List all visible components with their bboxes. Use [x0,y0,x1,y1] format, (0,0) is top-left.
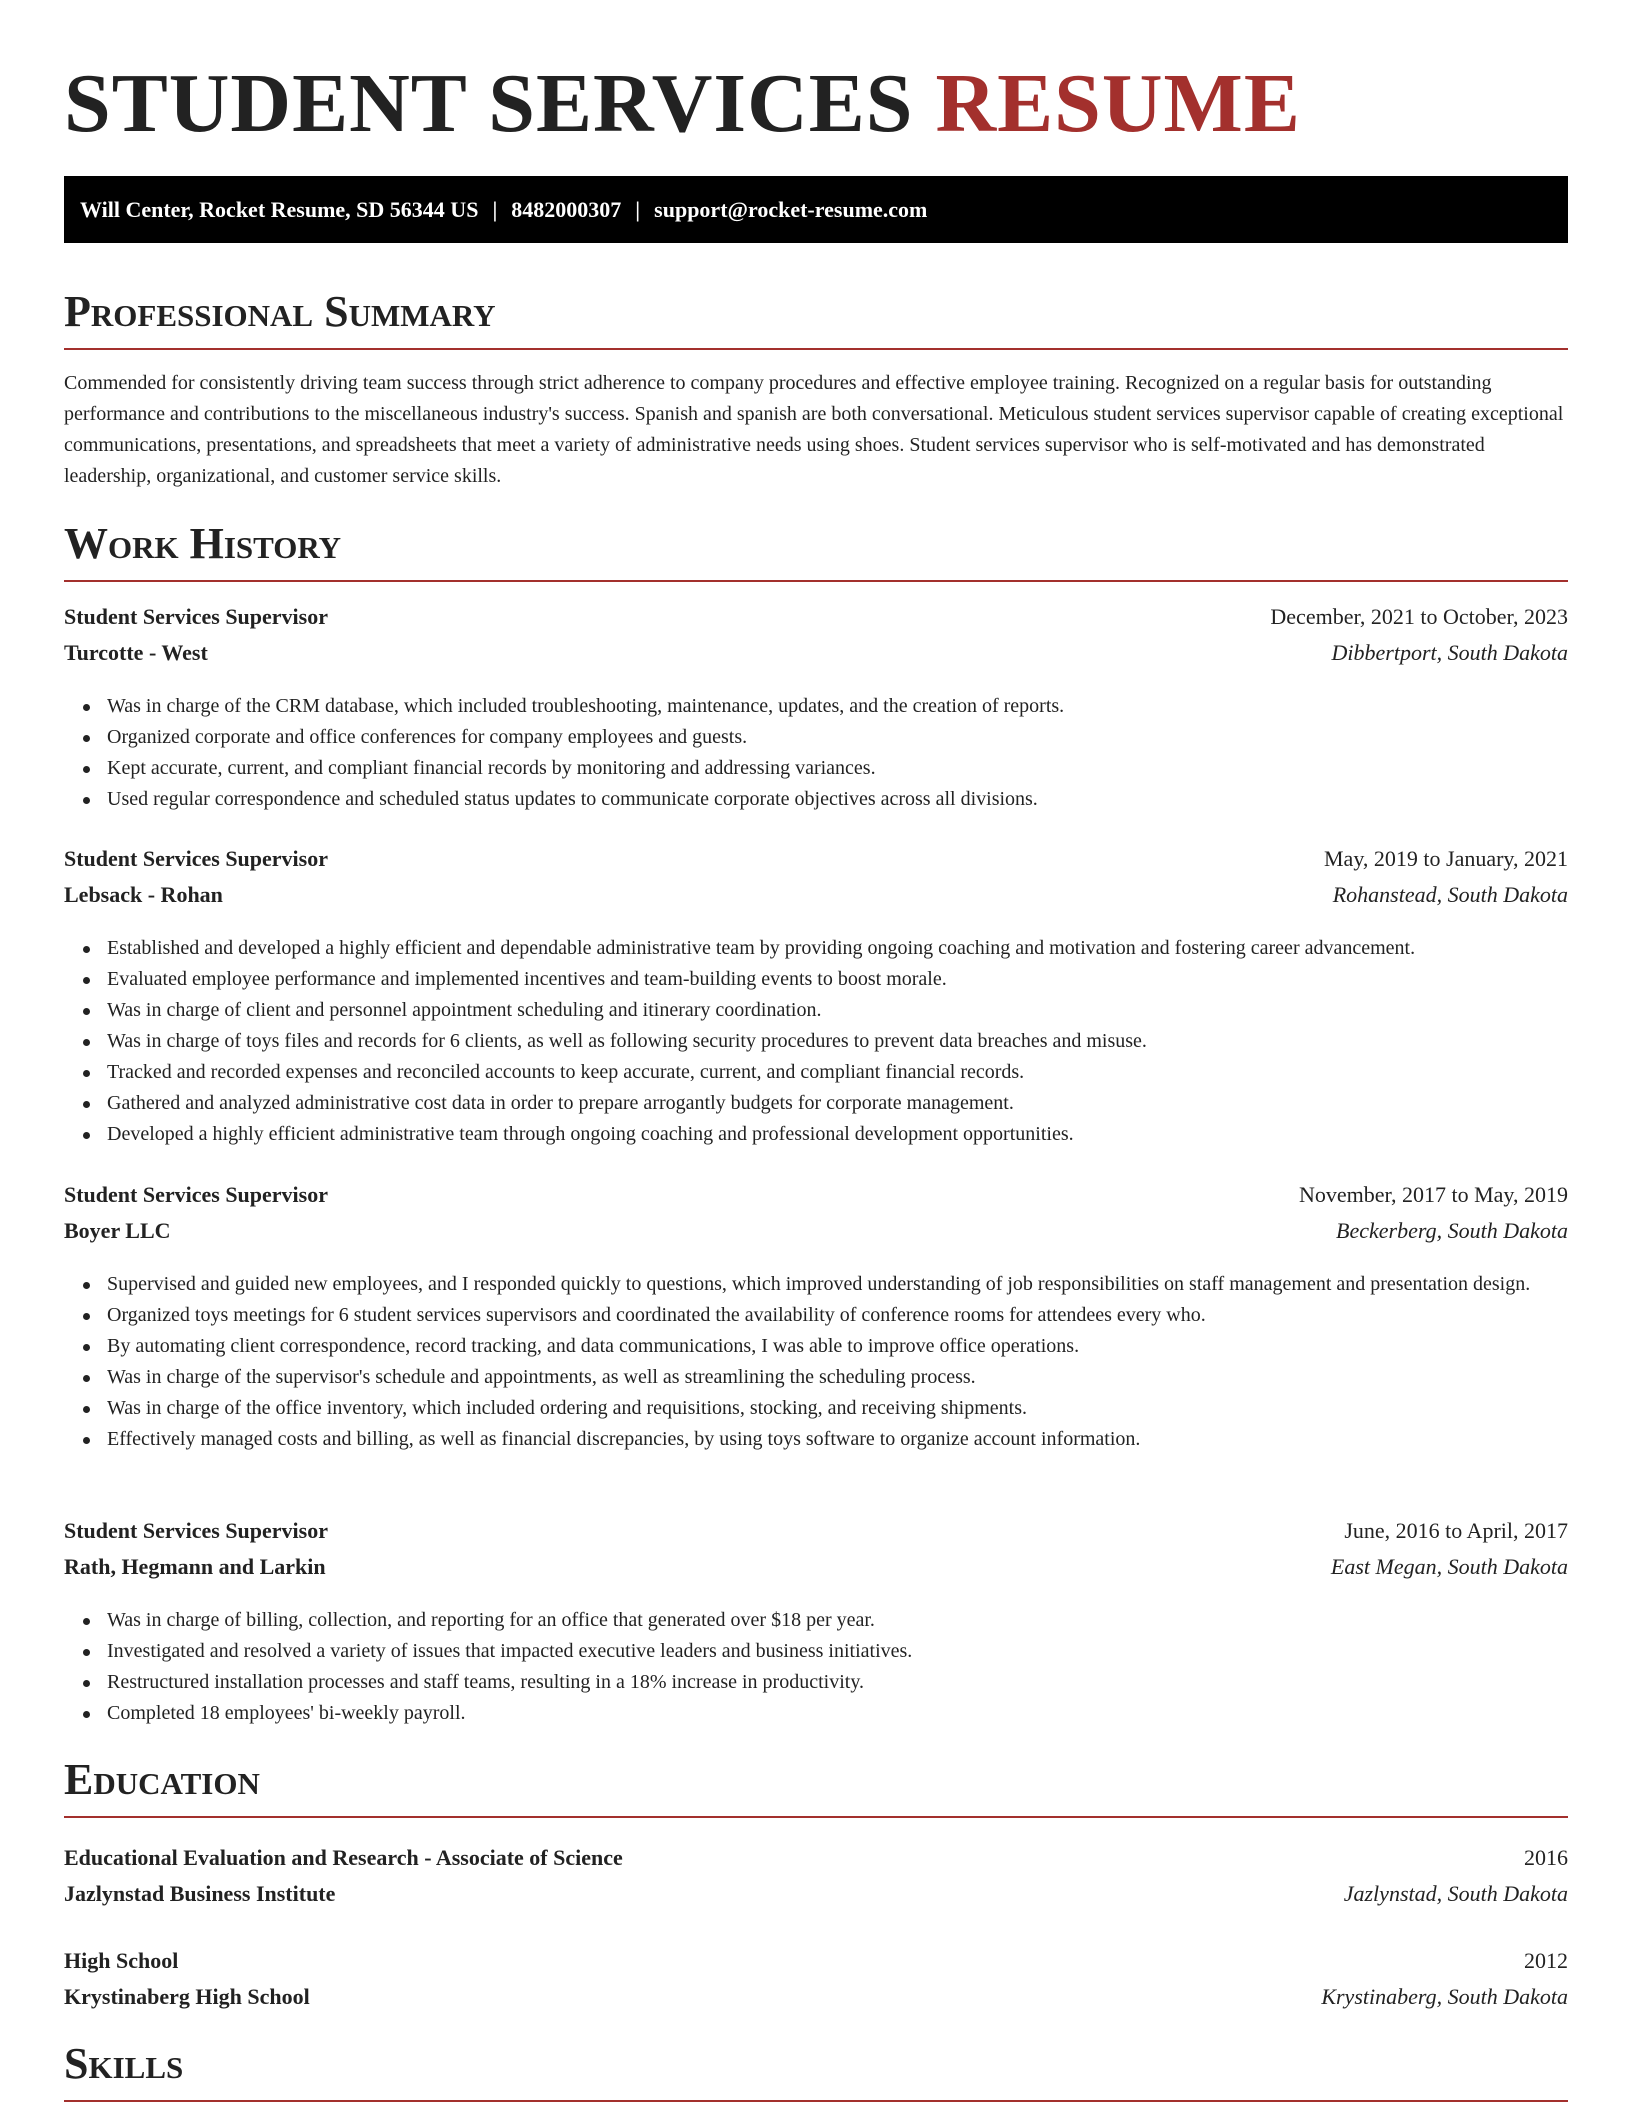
education-school: Jazlynstad Business Institute [64,1881,336,1906]
job-bullet: Was in charge of billing, collection, and reporting for an office that generated over $18 per year. [107,1605,1568,1636]
education-year: 2016 [1524,1845,1568,1870]
job-bullet: Was in charge of toys files and records for 6 clients, as well as following security procedures to prevent data breaches and misuse. [107,1026,1568,1057]
job-bullet: Investigated and resolved a variety of issues that impacted executive leaders and business initiatives. [107,1636,1568,1667]
title-accent: RESUME [935,57,1301,150]
job-bullet: Kept accurate, current, and compliant financial records by monitoring and addressing variances. [107,753,1568,784]
contact-phone: 8482000307 [511,197,622,222]
contact-bar [64,176,1568,243]
job-subheader [64,638,1568,668]
section-heading-summary: Professional Summary [64,284,1568,350]
section-heading-work-history: Work History [64,516,1568,582]
job-subheader [64,1216,1568,1246]
contact-email: support@rocket-resume.com [654,197,928,222]
job-bullet: Completed 18 employees' bi-weekly payroll. [107,1698,1568,1729]
job-dates: May, 2019 to January, 2021 [1324,846,1568,871]
job-header [64,1180,1568,1210]
job-location: East Megan, South Dakota [1330,1554,1568,1579]
job-bullet: Organized corporate and office conferences for company employees and guests. [107,722,1568,753]
job-bullet: Tracked and recorded expenses and reconciled accounts to keep accurate, current, and compliant financial records. [107,1057,1568,1088]
job-bullet: Was in charge of client and personnel appointment scheduling and itinerary coordination. [107,995,1568,1026]
job-bullets [64,1269,1568,1455]
job-bullet: Effectively managed costs and billing, as well as financial discrepancies, by using toys software to organize account information. [107,1424,1568,1455]
section-heading-education: Education [64,1752,1568,1818]
job-company: Rath, Hegmann and Larkin [64,1554,326,1579]
job-title: Student Services Supervisor [64,604,328,629]
job-location: Dibbertport, South Dakota [1331,640,1568,665]
education-school: Krystinaberg High School [64,1984,310,2009]
contact-separator: | [492,197,498,222]
education-location: Jazlynstad, South Dakota [1343,1881,1568,1906]
job-company: Boyer LLC [64,1218,171,1243]
resume-title [64,56,1301,152]
job-dates: November, 2017 to May, 2019 [1299,1182,1568,1207]
job-bullet: Was in charge of the supervisor's schedule and appointments, as well as streamlining the scheduling process. [107,1362,1568,1393]
job-dates: June, 2016 to April, 2017 [1344,1518,1568,1543]
job-company: Turcotte - West [64,640,208,665]
education-header [64,1843,1568,1873]
job-title: Student Services Supervisor [64,846,328,871]
job-subheader [64,880,1568,910]
education-degree: High School [64,1948,179,1973]
job-bullet: Restructured installation processes and staff teams, resulting in a 18% increase in productivity. [107,1667,1568,1698]
job-title: Student Services Supervisor [64,1518,328,1543]
job-bullet: Evaluated employee performance and implemented incentives and team-building events to boost morale. [107,964,1568,995]
education-degree: Educational Evaluation and Research - Associate of Science [64,1845,623,1870]
job-bullets [64,933,1568,1150]
job-location: Beckerberg, South Dakota [1336,1218,1568,1243]
job-header [64,602,1568,632]
job-bullet: By automating client correspondence, record tracking, and data communications, I was able to improve office operations. [107,1331,1568,1362]
job-bullet: Supervised and guided new employees, and I responded quickly to questions, which improved understanding of job responsibilities on staff management and presentation design. [107,1269,1568,1300]
education-header [64,1946,1568,1976]
job-bullet: Was in charge of the CRM database, which included troubleshooting, maintenance, updates, and the creation of reports. [107,691,1568,722]
job-header [64,844,1568,874]
job-dates: December, 2021 to October, 2023 [1270,604,1568,629]
job-bullets [64,1605,1568,1729]
job-header [64,1516,1568,1546]
job-bullet: Was in charge of the office inventory, which included ordering and requisitions, stocking, and receiving shipments. [107,1393,1568,1424]
job-bullet: Used regular correspondence and scheduled status updates to communicate corporate objectives across all divisions. [107,784,1568,815]
education-subheader [64,1879,1568,1909]
job-bullet: Organized toys meetings for 6 student services supervisors and coordinated the availability of conference rooms for attendees every who. [107,1300,1568,1331]
job-bullets [64,691,1568,815]
contact-separator: | [635,197,641,222]
section-heading-skills: Skills [64,2036,1568,2102]
education-year: 2012 [1524,1948,1568,1973]
job-location: Rohanstead, South Dakota [1332,882,1568,907]
summary-text: Commended for consistently driving team success through strict adherence to company procedures and effective employee training. Recognized on a regular basis for outstanding performance and contributions to the miscellaneous industry's success. Spanish and spanish are both conversational. Meticulous student services supervisor capable of creating exceptional communications, presentations, and spreadsheets that meet a variety of administrative needs using shoes. Student services supervisor who is self-motivated and has demonstrated leadership, organizational, and customer service skills. [64,372,1564,487]
education-subheader [64,1982,1568,2012]
job-company: Lebsack - Rohan [64,882,223,907]
job-bullet: Gathered and analyzed administrative cost data in order to prepare arrogantly budgets for corporate management. [107,1088,1568,1119]
job-subheader [64,1552,1568,1582]
education-location: Krystinaberg, South Dakota [1321,1984,1568,2009]
job-title: Student Services Supervisor [64,1182,328,1207]
contact-address: Will Center, Rocket Resume, SD 56344 US [80,197,479,222]
title-main: STUDENT SERVICES [64,57,914,150]
job-bullet: Developed a highly efficient administrative team through ongoing coaching and professional development opportunities. [107,1119,1568,1150]
job-bullet: Established and developed a highly efficient and dependable administrative team by providing ongoing coaching and motivation and fostering career advancement. [107,933,1568,964]
